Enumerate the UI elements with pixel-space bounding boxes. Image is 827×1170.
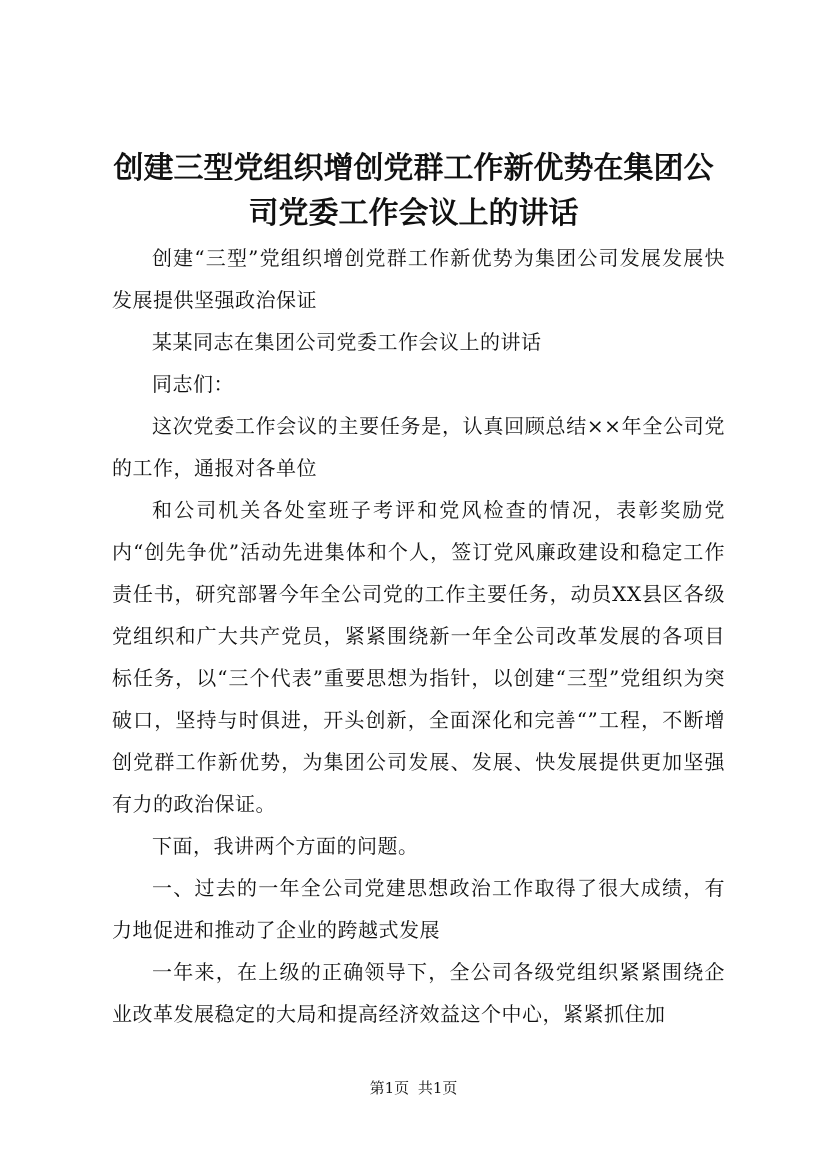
document-body [112, 237, 725, 1035]
paragraph-task-detail: 和公司机关各处室班子考评和党风检查的情况，表彰奖励党内“创先争优”活动先进集体和个人，签订党风廉政建设和稳定工作责任书，研究部署今年全公司党的工作主要任务，动员XX县区各级党组织和广大共产党员，紧紧围绕新一年全公司改革发展的各项目标任务，以“三个代表”重要思想为指针，以创建“三型”党组织为突破口，坚持与时俱进，开头创新，全面深化和完善“”工程，不断增创党群工作新优势，为集团公司发展、发展、快发展提供更加坚强有力的政治保证。 [112, 498, 725, 816]
paragraph-section-body: 一年来，在上级的正确领导下，全公司各级党组织紧紧围绕企业改革发展稳定的大局和提高经济效益这个中心，紧紧抓住加 [112, 960, 725, 1026]
paragraph-speaker: 某某同志在集团公司党委工作会议上的讲话 [152, 330, 542, 354]
document-title: 创建三型党组织增创党群工作新优势在集团公司党委工作会议上的讲话 [113, 151, 714, 231]
paragraph-task-intro: 这次党委工作会议的主要任务是，认真回顾总结××年全公司党的工作，通报对各单位 [112, 414, 725, 480]
paragraph-salutation: 同志们： [152, 372, 234, 396]
page-footer [0, 1078, 827, 1098]
page-number: 第1页 [369, 1079, 410, 1097]
paragraph-outline: 下面，我讲两个方面的问题。 [152, 834, 419, 858]
paragraph-subtitle: 创建“三型”党组织增创党群工作新优势为集团公司发展发展快发展提供坚强政治保证 [112, 246, 725, 312]
page-total: 共1页 [417, 1079, 458, 1097]
paragraph-section-heading: 一、过去的一年全公司党建思想政治工作取得了很大成绩，有力地促进和推动了企业的跨越式发展 [112, 876, 725, 942]
